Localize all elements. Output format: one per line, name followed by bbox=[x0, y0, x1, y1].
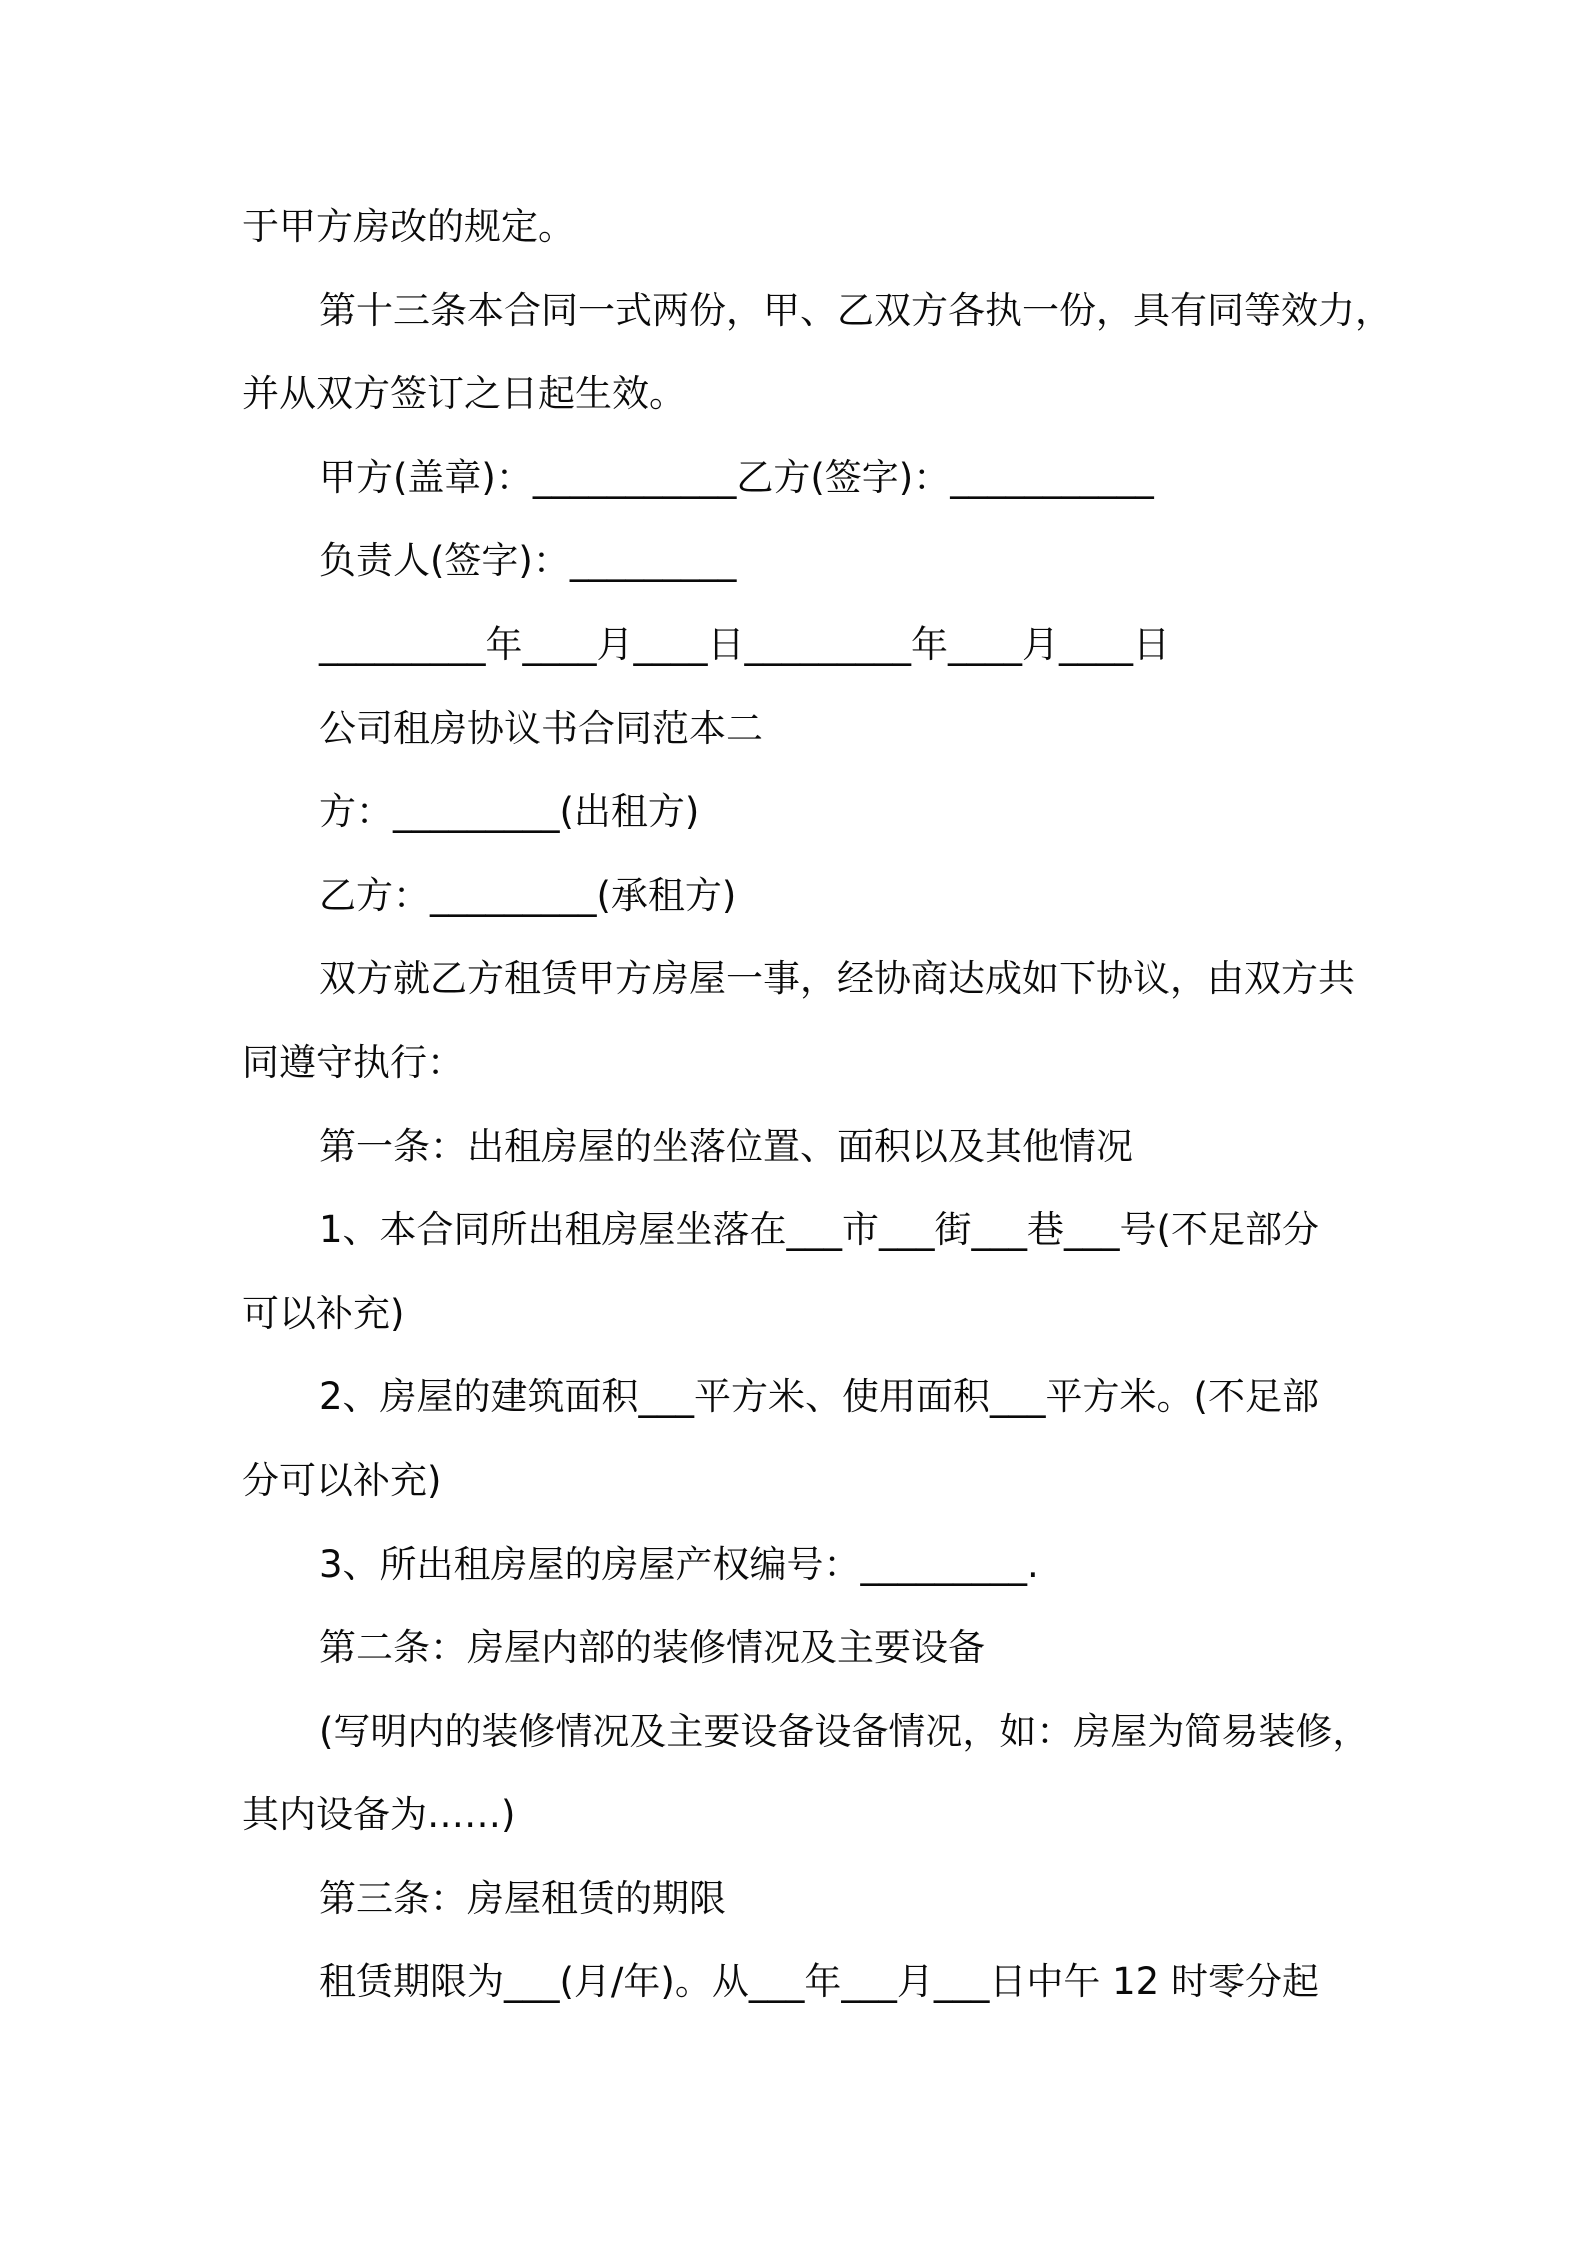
article-1-item-2-line-1: 2、房屋的建筑面积___平方米、使用面积___平方米。(不足部 bbox=[319, 1375, 1319, 1419]
party-signature-line: 甲方(盖章)：___________乙方(签字)：___________ bbox=[319, 455, 1154, 499]
article-2-note-line-2: 其内设备为……) bbox=[242, 1793, 516, 1837]
article-3-term-line: 租赁期限为___(月/年)。从___年___月___日中午 12 时零分起 bbox=[319, 1960, 1319, 2004]
signing-date-line: _________年____月____日_________年____月____日 bbox=[319, 622, 1170, 666]
article-1-item-1-line-2: 可以补充) bbox=[242, 1291, 405, 1335]
agreement-intro-line-1: 双方就乙方租赁甲方房屋一事，经协商达成如下协议，由双方共 bbox=[319, 957, 1355, 1001]
clause-13-line-1: 第十三条本合同一式两份，甲、乙双方各执一份，具有同等效力， bbox=[319, 288, 1392, 332]
section-title: 公司租房协议书合同范本二 bbox=[319, 706, 763, 750]
article-2-note-line-1: (写明内的装修情况及主要设备设备情况，如：房屋为简易装修， bbox=[319, 1709, 1370, 1753]
article-3-heading: 第三条：房屋租赁的期限 bbox=[319, 1876, 726, 1920]
contract-body bbox=[242, 185, 1392, 2024]
clause-13-line-2: 并从双方签订之日起生效。 bbox=[242, 372, 686, 416]
agreement-intro-line-2: 同遵守执行： bbox=[242, 1040, 464, 1084]
lessee-field: 乙方：_________(承租方) bbox=[319, 873, 737, 917]
article-1-heading: 第一条：出租房屋的坐落位置、面积以及其他情况 bbox=[319, 1124, 1133, 1168]
article-2-heading: 第二条：房屋内部的装修情况及主要设备 bbox=[319, 1626, 985, 1670]
previous-clause-continuation: 于甲方房改的规定。 bbox=[242, 205, 575, 248]
article-1-item-1-line-1: 1、本合同所出租房屋坐落在___市___街___巷___号(不足部分 bbox=[319, 1208, 1319, 1252]
article-1-item-2-line-2: 分可以补充) bbox=[242, 1458, 442, 1502]
lessor-field: 方：_________(出租方) bbox=[319, 790, 700, 834]
article-1-item-3: 3、所出租房屋的房屋产权编号：_________. bbox=[319, 1542, 1039, 1586]
responsible-person-signature-line: 负责人(签字)：_________ bbox=[319, 539, 737, 583]
